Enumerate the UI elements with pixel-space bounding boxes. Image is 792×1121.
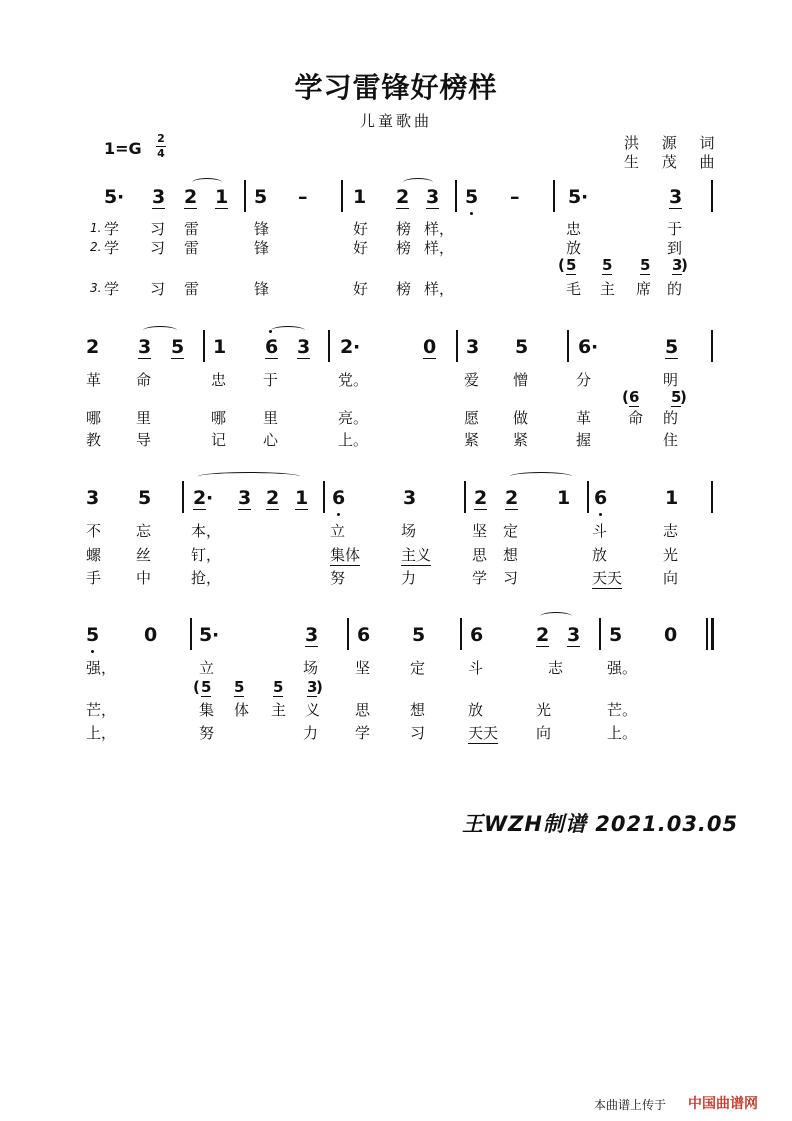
note: 2 — [193, 487, 207, 509]
alt-note: 5 — [234, 678, 245, 696]
lyric: 强， — [86, 659, 117, 677]
note: 2 — [505, 487, 519, 509]
dot-mark: · — [581, 186, 589, 208]
alt-note: 5 — [566, 256, 577, 274]
lyric: 做 — [513, 409, 529, 427]
note: 6 — [470, 624, 484, 646]
dot-mark: · — [212, 624, 220, 646]
lyric: 志 — [663, 522, 679, 540]
alt-notes-close: ) — [681, 256, 688, 274]
alt-notes-close: ) — [316, 678, 323, 696]
lyric: 好 — [353, 220, 369, 238]
lyric: 光 — [536, 701, 552, 719]
lyric: 雷 — [184, 220, 200, 238]
lyric: 分 — [576, 371, 592, 389]
lyric: 榜 — [396, 239, 412, 257]
lyric: 学 — [104, 239, 120, 257]
note: 3 — [466, 336, 480, 358]
note: 1 — [215, 186, 229, 208]
lyric: 学 — [104, 280, 120, 298]
note: 2 — [184, 186, 198, 208]
note: 1 — [295, 487, 309, 509]
lyric: 于 — [263, 371, 279, 389]
lyric: 榜 — [396, 220, 412, 238]
lyric: 主 — [600, 280, 616, 298]
note: 5 — [171, 336, 185, 358]
note: 5 — [412, 624, 426, 646]
note: 5 — [86, 624, 100, 646]
lyric: 心 — [263, 431, 279, 449]
lyric: 亮。 — [338, 409, 369, 427]
note: 5 — [104, 186, 118, 208]
time-signature — [156, 133, 166, 160]
lyric: 上。 — [607, 724, 638, 742]
lyric: 里 — [263, 409, 279, 427]
note: 3 — [567, 624, 581, 646]
lyric: 强。 — [607, 659, 638, 677]
transcriber-signature: 王WZH制谱 2021.03.05 — [462, 812, 739, 836]
lyric: 习 — [150, 220, 166, 238]
lyric: 学 — [104, 220, 120, 238]
note: 6 — [578, 336, 592, 358]
lyric: 芒， — [86, 701, 117, 719]
lyric: 握 — [576, 431, 592, 449]
alt-note: 5 — [671, 388, 682, 406]
note: 3 — [305, 624, 319, 646]
note: 3 — [669, 186, 683, 208]
note: 0 — [664, 624, 678, 646]
note: 5 — [515, 336, 529, 358]
lyric: 力 — [401, 569, 417, 587]
lyric: 的 — [663, 409, 679, 427]
lyric: 中 — [136, 569, 152, 587]
lyric: 爱 — [464, 371, 480, 389]
verse-number: 3. — [90, 281, 102, 295]
lyricist-credit: 洪 源 词 — [624, 134, 724, 152]
alt-note: 5 — [273, 678, 284, 696]
note: 5 — [568, 186, 582, 208]
alt-notes-open: ( — [622, 388, 629, 406]
note: 3 — [152, 186, 166, 208]
note: 6 — [332, 487, 346, 509]
dash-mark: – — [510, 186, 520, 208]
alt-notes-close: ) — [680, 388, 687, 406]
song-subtitle: 儿童歌曲 — [359, 112, 432, 130]
note: 2 — [396, 186, 410, 208]
lyric: 党。 — [338, 371, 369, 389]
note: 6 — [265, 336, 279, 358]
lyric: 手 — [86, 569, 102, 587]
lyric: 丝 — [136, 546, 152, 564]
lyric: 努 — [330, 569, 346, 587]
lyric: 习 — [150, 280, 166, 298]
lyric: 习 — [150, 239, 166, 257]
lyric: 不 — [86, 522, 102, 540]
lyric: 想 — [503, 546, 519, 564]
note: 2 — [536, 624, 550, 646]
lyric: 教 — [86, 431, 102, 449]
lyric: 抢， — [191, 569, 222, 587]
note: 0 — [144, 624, 158, 646]
lyric: 的 — [667, 280, 683, 298]
alt-note: 3 — [672, 256, 683, 274]
lyric: 集体 — [330, 546, 361, 564]
lyric: 志 — [548, 659, 564, 677]
lyric: 本， — [191, 522, 222, 540]
alt-note: 6 — [629, 388, 640, 406]
lyric: 忘 — [136, 522, 152, 540]
lyric: 雷 — [184, 239, 200, 257]
lyric: 到 — [667, 239, 683, 257]
verse-number: 2. — [90, 240, 102, 254]
note: 2 — [340, 336, 354, 358]
note: 1 — [353, 186, 367, 208]
lyric: 哪 — [211, 409, 227, 427]
note: 5 — [609, 624, 623, 646]
lyric: 集 — [199, 701, 215, 719]
lyric: 榜 — [396, 280, 412, 298]
alt-notes-open: ( — [193, 678, 200, 696]
song-title: 学习雷锋好榜样 — [294, 71, 498, 104]
lyric: 定 — [410, 659, 426, 677]
lyric: 力 — [303, 724, 319, 742]
note: 3 — [426, 186, 440, 208]
lyric: 革 — [576, 409, 592, 427]
lyric: 放 — [468, 701, 484, 719]
note: 2 — [474, 487, 488, 509]
lyric: 住 — [663, 431, 679, 449]
lyric: 天天 — [592, 569, 623, 587]
note: 3 — [138, 336, 152, 358]
lyric: 螺 — [86, 546, 102, 564]
note: 5 — [665, 336, 679, 358]
lyric: 学 — [355, 724, 371, 742]
lyric: 斗 — [468, 659, 484, 677]
lyric: 场 — [303, 659, 319, 677]
note: 3 — [238, 487, 252, 509]
lyric: 芒。 — [607, 701, 638, 719]
lyric: 向 — [536, 724, 552, 742]
lyric: 好 — [353, 280, 369, 298]
lyric: 体 — [234, 701, 250, 719]
lyric: 忠 — [566, 220, 582, 238]
dash-mark: – — [298, 186, 308, 208]
lyric: 钉， — [191, 546, 222, 564]
lyric: 记 — [211, 431, 227, 449]
lyric: 坚 — [355, 659, 371, 677]
dot-mark: · — [353, 336, 361, 358]
lyric: 毛 — [566, 280, 582, 298]
lyric: 上， — [86, 724, 117, 742]
lyric: 锋 — [254, 280, 270, 298]
lyric: 于 — [667, 220, 683, 238]
alt-note: 5 — [602, 256, 613, 274]
note: 5 — [254, 186, 268, 208]
lyric: 导 — [136, 431, 152, 449]
lyric: 雷 — [184, 280, 200, 298]
lyric: 定 — [503, 522, 519, 540]
note: 0 — [423, 336, 437, 358]
dot-mark: · — [117, 186, 125, 208]
note: 1 — [557, 487, 571, 509]
lyric: 习 — [503, 569, 519, 587]
dot-mark: · — [206, 487, 214, 509]
alt-notes-open: ( — [558, 256, 565, 274]
note: 3 — [86, 487, 100, 509]
lyric: 样， — [424, 220, 455, 238]
alt-note: 5 — [201, 678, 212, 696]
lyric: 里 — [136, 409, 152, 427]
note: 1 — [213, 336, 227, 358]
lyric: 主 — [271, 701, 287, 719]
lyric: 放 — [566, 239, 582, 257]
meter-top: 2 — [157, 132, 165, 145]
lyric: 天天 — [468, 724, 499, 742]
lyric: 哪 — [86, 409, 102, 427]
lyric: 立 — [199, 659, 215, 677]
key-signature: 1=G — [104, 139, 142, 158]
lyric: 样， — [424, 239, 455, 257]
lyric: 憎 — [513, 371, 529, 389]
lyric: 想 — [410, 701, 426, 719]
dot-mark: · — [591, 336, 599, 358]
lyric: 锋 — [254, 220, 270, 238]
note: 1 — [665, 487, 679, 509]
lyric: 锋 — [254, 239, 270, 257]
lyric: 向 — [663, 569, 679, 587]
lyric: 努 — [199, 724, 215, 742]
lyric: 主义 — [401, 546, 432, 564]
lyric: 习 — [410, 724, 426, 742]
lyric: 放 — [592, 546, 608, 564]
meter-bottom: 4 — [157, 147, 165, 160]
verse-number: 1. — [90, 221, 102, 235]
alt-note: 3 — [307, 678, 318, 696]
note: 5 — [138, 487, 152, 509]
lyric: 愿 — [464, 409, 480, 427]
note: 2 — [266, 487, 280, 509]
lyric: 立 — [330, 522, 346, 540]
upload-note: 本曲谱上传于 — [594, 1098, 667, 1112]
lyric: 紧 — [464, 431, 480, 449]
lyric: 义 — [305, 701, 321, 719]
lyric: 席 — [636, 280, 652, 298]
lyric: 场 — [401, 522, 417, 540]
lyric: 上。 — [338, 431, 369, 449]
alt-note: 5 — [640, 256, 651, 274]
note: 6 — [594, 487, 608, 509]
lyric: 明 — [663, 371, 679, 389]
composer-credit: 生 茂 曲 — [624, 153, 724, 171]
lyric: 思 — [355, 701, 371, 719]
note: 3 — [297, 336, 311, 358]
site-logo[interactable]: 中国曲谱网 — [688, 1096, 758, 1112]
lyric: 命 — [136, 371, 152, 389]
note: 3 — [403, 487, 417, 509]
lyric: 命 — [628, 409, 644, 427]
lyric: 样， — [424, 280, 455, 298]
lyric: 好 — [353, 239, 369, 257]
lyric: 革 — [86, 371, 102, 389]
lyric: 光 — [663, 546, 679, 564]
lyric: 斗 — [592, 522, 608, 540]
note: 5 — [199, 624, 213, 646]
note: 5 — [465, 186, 479, 208]
lyric: 忠 — [211, 371, 227, 389]
note: 2 — [86, 336, 100, 358]
lyric: 紧 — [513, 431, 529, 449]
lyric: 思 — [472, 546, 488, 564]
lyric: 学 — [472, 569, 488, 587]
note: 6 — [357, 624, 371, 646]
lyric: 坚 — [472, 522, 488, 540]
